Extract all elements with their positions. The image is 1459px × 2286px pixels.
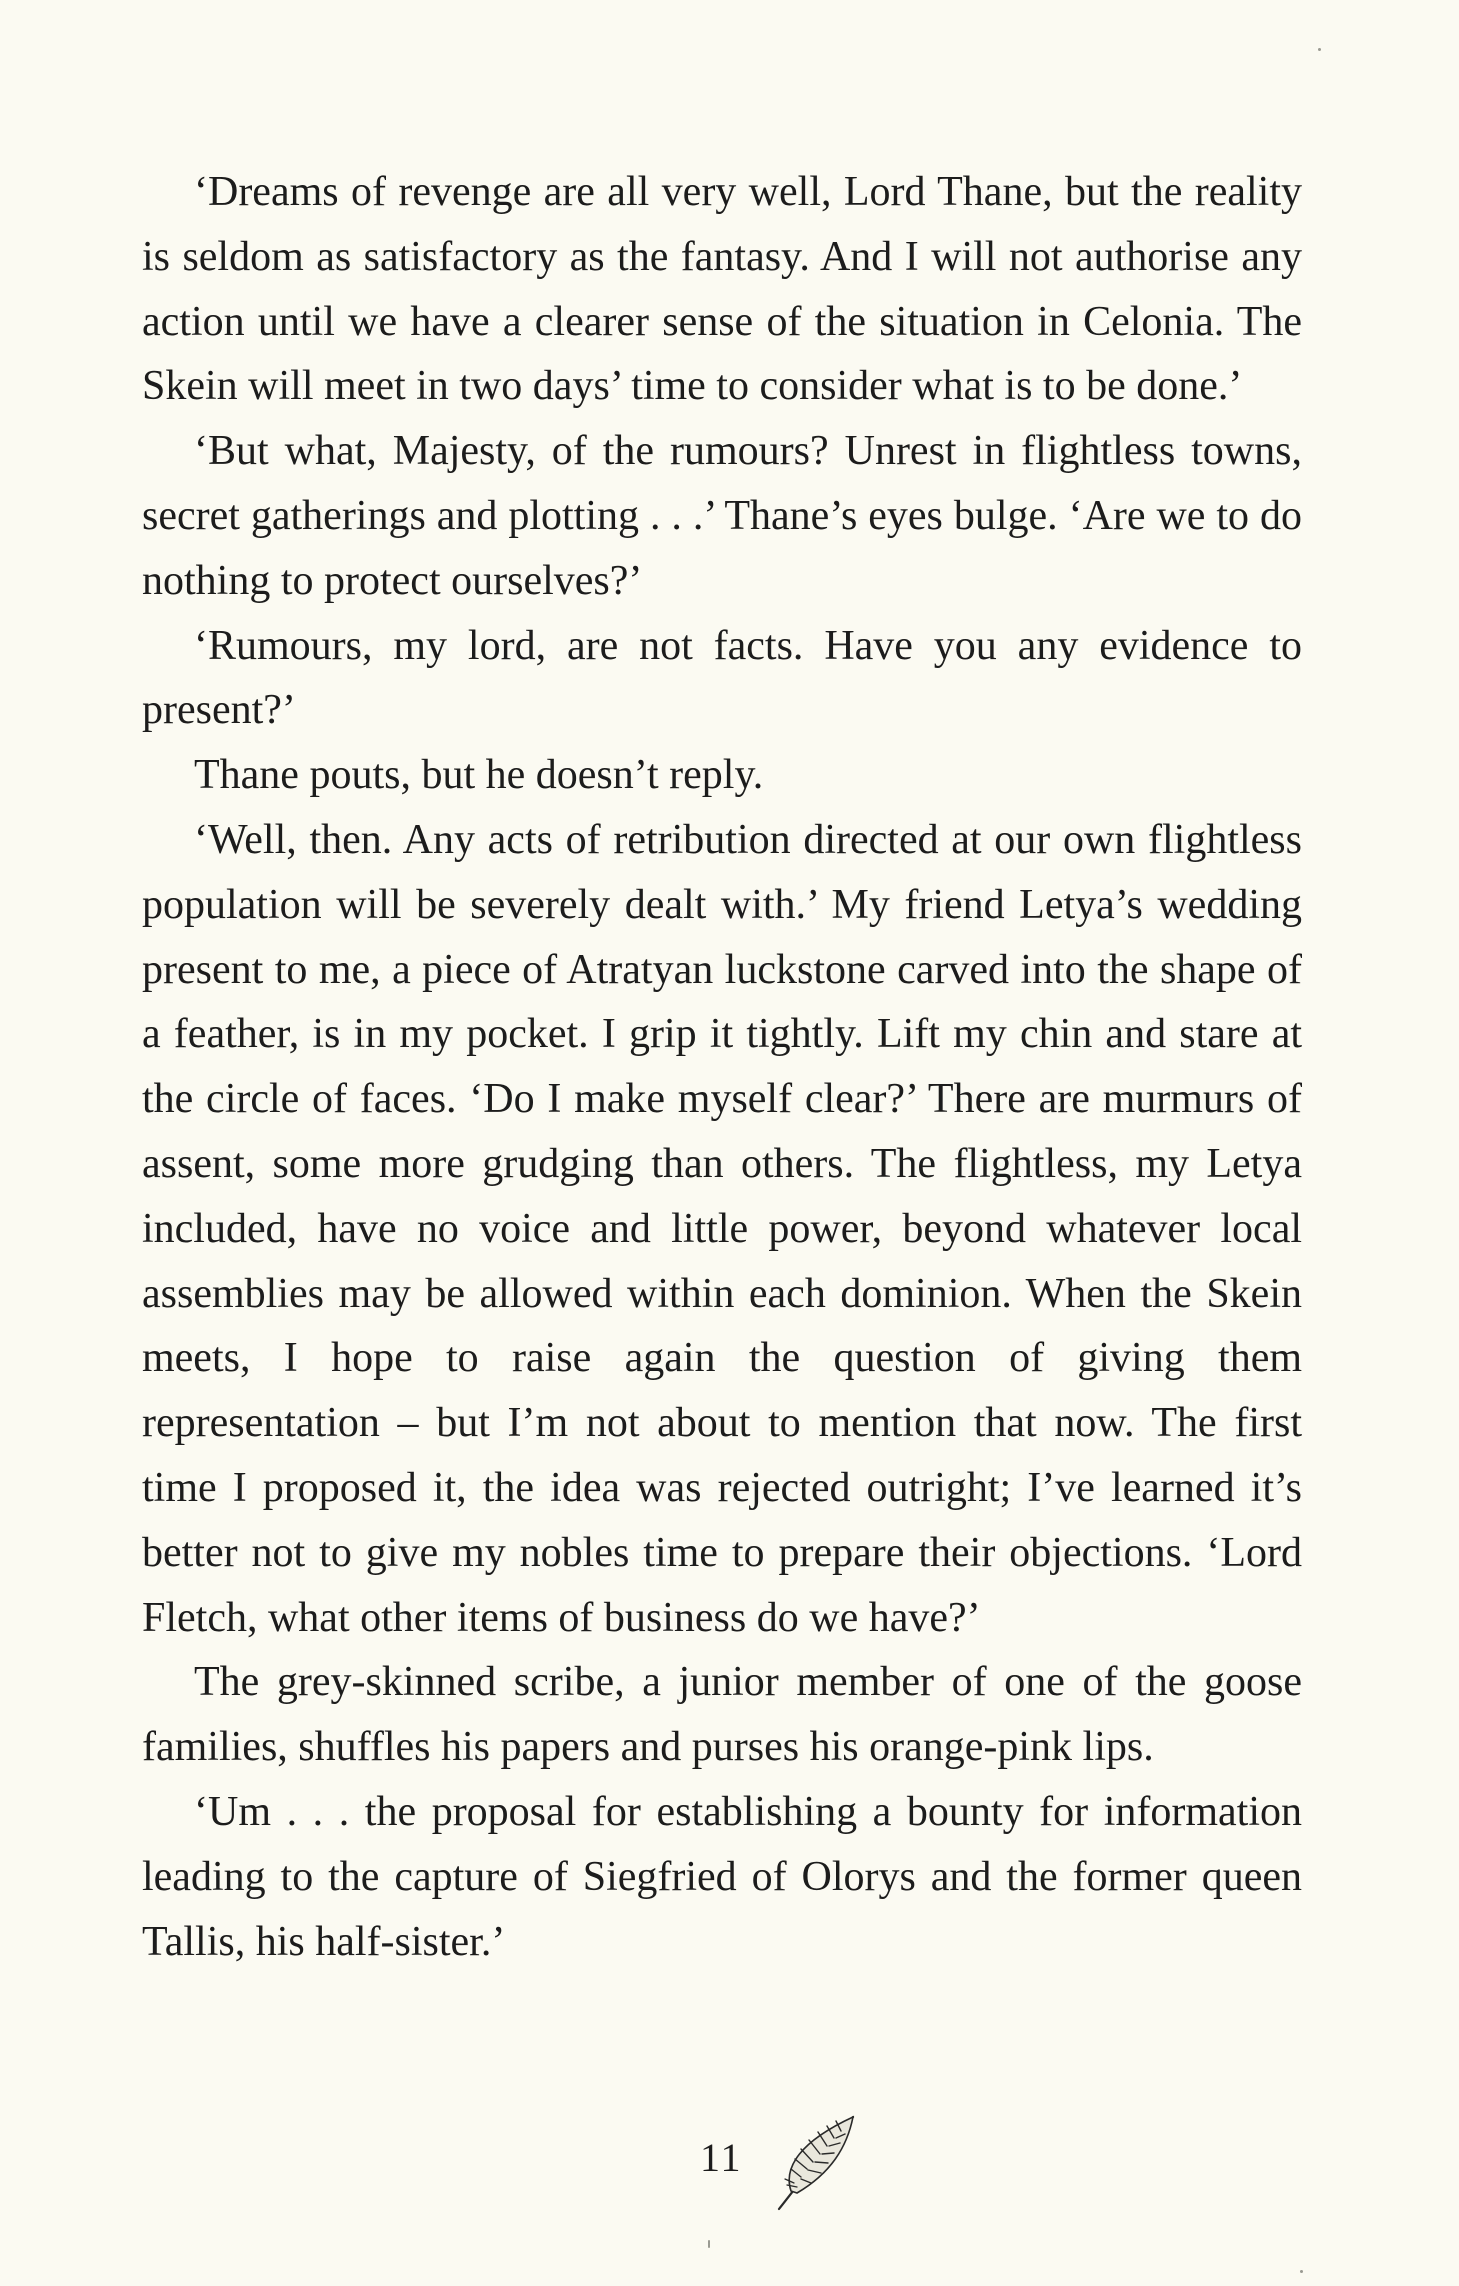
paper-speck bbox=[708, 2240, 710, 2248]
paragraph-1: ‘Dreams of revenge are all very well, Lord Thane, but the reality is seldom as satisfactory as the fantasy. And I will not authorise any action until we have a clearer sense of the situation in Celonia. The Skein will meet in two days’ time to consider what is to be done.’ bbox=[142, 169, 1302, 410]
paragraph-2: ‘But what, Majesty, of the rumours? Unrest in flightless towns, secret gatherings and plotting . . .’ Thane’s eyes bulge. ‘Are we to do nothing to protect ourselves?’ bbox=[142, 428, 1302, 604]
paragraph-3: ‘Rumours, my lord, are not facts. Have you any evidence to present?’ bbox=[142, 622, 1302, 734]
paragraph-6: The grey-skinned scribe, a junior member of one of the goose families, shuffles his papers and purses his orange-pink lips. bbox=[142, 1659, 1302, 1771]
feather-icon bbox=[761, 2107, 871, 2217]
paper-speck bbox=[1300, 2270, 1303, 2273]
paragraph-7: ‘Um . . . the proposal for establishing a bounty for information leading to the capture of Siegfried of Olorys and the former queen Tallis, his half-sister.’ bbox=[142, 1788, 1302, 1965]
paragraph-5: ‘Well, then. Any acts of retribution directed at our own flightless population will be severely dealt with.’ My friend Letya’s wedding present to me, a piece of Atratyan luckstone carved into the shape of a feather, is in my pocket. I grip it tightly. Lift my chin and stare at the circle of faces. ‘Do I make myself clear?’ There are murmurs of assent, some more grudging than others. The flightless, my Letya included, have no voice and little power, beyond whatever local assemblies may be allowed within each dominion. When the Skein meets, I hope to raise again the question of giving them representation – but I’m not about to mention that now. The first time I proposed it, the idea was rejected outright; I’ve learned it’s better not to give my nobles time to prepare their objections. ‘Lord Fletch, what other items of business do we have?’ bbox=[142, 816, 1302, 1641]
page-number: 11 bbox=[700, 2134, 743, 2180]
paper-speck bbox=[1318, 48, 1321, 51]
paragraph-4: Thane pouts, but he doesn’t reply. bbox=[194, 752, 764, 799]
body-text bbox=[142, 160, 1302, 1974]
page-footer bbox=[700, 2122, 871, 2192]
